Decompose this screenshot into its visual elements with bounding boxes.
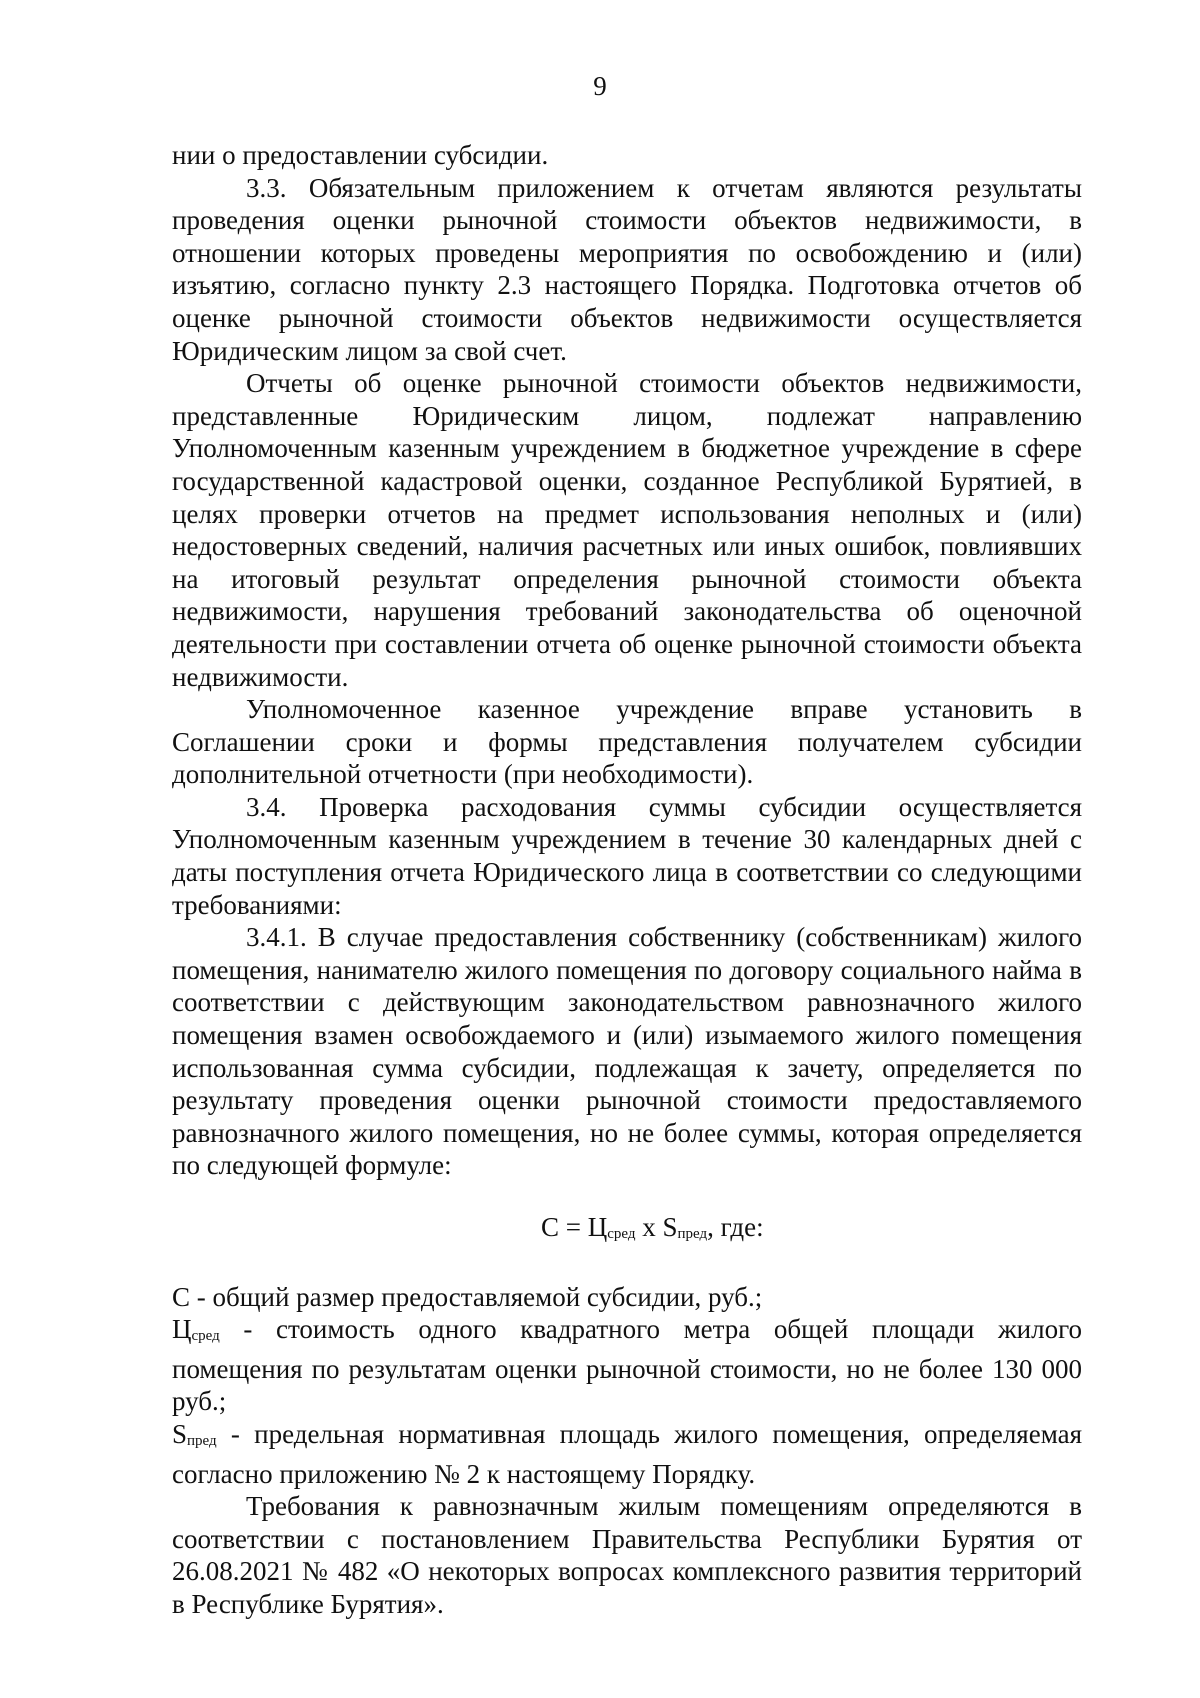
paragraph-3-3: 3.3. Обязательным приложением к отчетам являются результаты проведения оценки рыночной стоимости объектов недвижимости, в отношении которых проведены мероприятия по освобождению и (или) изъятию, согласно пункту 2.3 настоящего Порядка. Подготовка отчетов об оценке рыночной стоимости объектов недвижимости осуществляется Юридическим лицом за свой счет. [172, 172, 1082, 366]
document-body [172, 139, 1082, 1621]
definition-subscript: пред [187, 1432, 217, 1449]
definition-text: - стоимость одного квадратного метра общей площади жилого помещения по результатам оценки рыночной стоимости, но не более 130 000 руб.; [172, 1314, 1082, 1417]
paragraph-continuation: нии о предоставлении субсидии. [172, 140, 549, 170]
formula-subscript-pred: пред [677, 1226, 708, 1242]
definition-text: - общий размер предоставляемой субсидии, руб.; [190, 1281, 763, 1312]
definition-subscript: сред [191, 1328, 220, 1345]
formula-tail: , где: [707, 1212, 764, 1242]
definition-symbol: S [172, 1418, 188, 1449]
definition-c [172, 1281, 1082, 1314]
paragraph-3-4-1: 3.4.1. В случае предоставления собственнику (собственникам) жилого помещения, нанимателю жилого помещения по договору социального найма в соответствии с действующим законодательством равнозначного жилого помещения взамен освобождаемого и (или) изымаемого жилого помещения использованная сумма субсидии, подлежащая к зачету, определяется по результату проведения оценки рыночной стоимости предоставляемого равнозначного жилого помещения, но не более суммы, которая определяется по следующей формуле: [172, 922, 1082, 1181]
definition-s-pred [172, 1418, 1082, 1490]
page-number: 9 [593, 71, 607, 101]
subsidy-formula [172, 1211, 1082, 1251]
definition-symbol: С [172, 1281, 191, 1312]
paragraph-equivalent-housing-requirements: Требования к равнозначным жилым помещениям определяются в соответствии с постановлением Правительства Республики Бурятия от 26.08.2021 № 482 «О некоторых вопросах комплексного развития территорий в Республике Бурятия». [172, 1491, 1082, 1619]
paragraph-3-4: 3.4. Проверка расходования суммы субсидии осуществляется Уполномоченным казенным учреждением в течение 30 календарных дней с даты поступления отчета Юридического лица в соответствии со следующими требованиями: [172, 791, 1082, 920]
definition-symbol: Ц [172, 1314, 192, 1345]
definition-text: - предельная нормативная площадь жилого помещения, определяемая согласно приложению № 2 к настоящему Порядку. [172, 1418, 1082, 1489]
formula-mid: х S [635, 1212, 678, 1242]
paragraph-agreement-terms: Уполномоченное казенное учреждение вправе установить в Соглашении сроки и формы представления получателем субсидии дополнительной отчетности (при необходимости). [172, 694, 1082, 790]
definition-c-sred [172, 1313, 1082, 1418]
paragraph-reports-review: Отчеты об оценке рыночной стоимости объектов недвижимости, представленные Юридическим лицом, подлежат направлению Уполномоченным казенным учреждением в бюджетное учреждение в сфере государственной кадастровой оценки, созданное Республикой Бурятией, в целях проверки отчетов на предмет использования неполных и (или) недостоверных сведений, наличия расчетных или иных ошибок, повлиявших на итоговый результат определения рыночной стоимости объекта недвижимости, нарушения требований законодательства об оценочной деятельности при составлении отчета об оценке рыночной стоимости объекта недвижимости. [172, 368, 1082, 692]
formula-subscript-sred: сред [607, 1226, 636, 1242]
formula-lhs: С = Ц [541, 1212, 608, 1242]
